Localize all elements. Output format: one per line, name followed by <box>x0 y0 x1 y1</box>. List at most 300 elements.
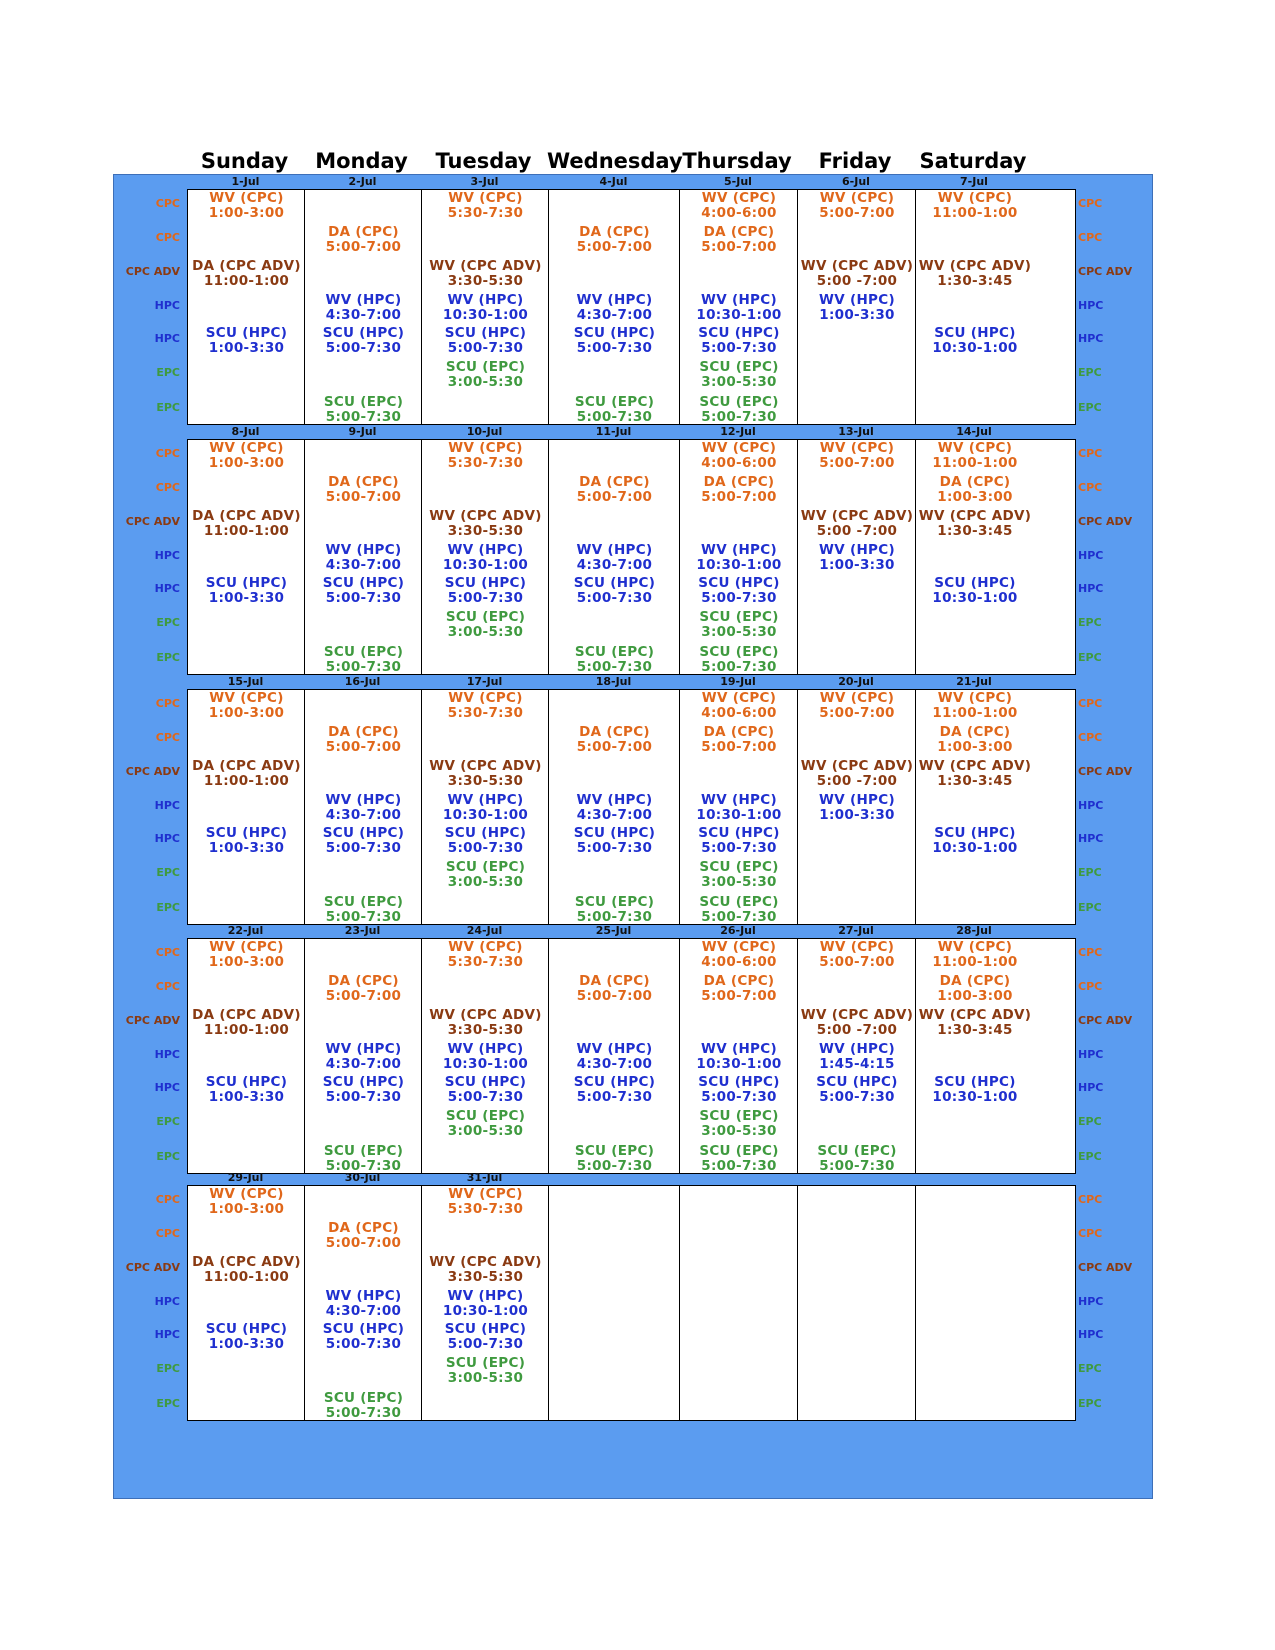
class-entry <box>305 576 422 606</box>
week-grid <box>187 1185 1076 1421</box>
class-entry <box>305 974 422 1004</box>
class-entry <box>680 1042 798 1072</box>
class-entry <box>916 509 1034 539</box>
slot-label-hpc: HPC <box>1078 1328 1104 1341</box>
class-label: WV (HPC) <box>325 1288 402 1304</box>
class-label: WV (CPC) <box>209 1186 284 1202</box>
class-label: SCU (HPC) <box>816 1074 898 1090</box>
class-entry <box>188 1187 305 1217</box>
class-label: WV (CPC) <box>937 440 1013 456</box>
class-entry <box>188 940 305 970</box>
date-label: 1-Jul <box>231 175 260 188</box>
class-label: WV (HPC) <box>576 792 653 808</box>
class-label: WV (CPC ADV) <box>918 758 1032 774</box>
day-name-wednesday: Wednesday <box>547 149 683 173</box>
slot-label-cpc: CPC <box>1078 197 1103 210</box>
slot-label-epc: EPC <box>156 651 180 664</box>
class-time: 5:00-7:30 <box>325 1405 402 1421</box>
class-time: 5:00-7:00 <box>701 239 777 255</box>
class-entry <box>680 543 798 573</box>
class-label: DA (CPC) <box>328 224 399 240</box>
slot-label-hpc: HPC <box>154 1328 180 1341</box>
class-time: 5:30-7:30 <box>447 954 524 970</box>
class-entry <box>549 1042 680 1072</box>
class-time: 11:00-1:00 <box>203 523 290 539</box>
slot-label-hpc: HPC <box>154 799 180 812</box>
class-time: 4:00-6:00 <box>701 954 777 970</box>
class-entry <box>422 1042 549 1072</box>
class-time: 5:00-7:00 <box>325 1235 402 1251</box>
class-entry <box>916 1075 1034 1105</box>
class-label: SCU (HPC) <box>934 325 1016 341</box>
class-time: 5:00-7:00 <box>325 988 402 1004</box>
class-entry <box>305 793 422 823</box>
class-time: 5:00-7:00 <box>819 705 895 721</box>
slot-label-cpc: CPC <box>1078 1193 1103 1206</box>
class-time: 4:30-7:00 <box>576 307 653 323</box>
slot-label-epc: EPC <box>156 401 180 414</box>
class-time: 5:00-7:30 <box>325 590 402 606</box>
class-time: 10:30-1:00 <box>442 1056 529 1072</box>
class-time: 5:00-7:30 <box>325 1158 402 1174</box>
date-label: 21-Jul <box>956 675 992 688</box>
class-time: 3:30-5:30 <box>447 773 524 789</box>
class-label: WV (CPC ADV) <box>918 1007 1032 1023</box>
class-label: DA (CPC) <box>703 474 775 490</box>
slot-label-hpc: HPC <box>154 1048 180 1061</box>
class-entry <box>305 1144 422 1174</box>
class-entry <box>798 543 916 573</box>
class-time: 5:00-7:30 <box>701 840 777 856</box>
class-time: 4:30-7:00 <box>325 807 402 823</box>
class-time: 3:00-5:30 <box>701 624 777 640</box>
class-time: 5:30-7:30 <box>447 705 524 721</box>
class-label: WV (CPC ADV) <box>800 508 914 524</box>
class-entry <box>549 725 680 755</box>
class-time: 5:00-7:30 <box>325 1089 402 1105</box>
class-label: SCU (HPC) <box>205 1074 288 1090</box>
class-entry <box>549 826 680 856</box>
class-entry <box>798 441 916 471</box>
class-label: WV (HPC) <box>701 1041 777 1057</box>
class-entry <box>680 576 798 606</box>
class-time: 5:00-7:00 <box>701 988 777 1004</box>
slot-label-epc: EPC <box>156 866 180 879</box>
class-time: 3:30-5:30 <box>447 523 524 539</box>
day-header-row <box>186 150 1072 172</box>
class-time: 4:30-7:00 <box>576 557 653 573</box>
slot-label-hpc: HPC <box>1078 332 1104 345</box>
class-time: 1:00-3:30 <box>208 340 285 356</box>
date-label: 2-Jul <box>348 175 377 188</box>
class-entry <box>798 191 916 221</box>
class-time: 5:00-7:30 <box>701 340 777 356</box>
date-label: 25-Jul <box>595 924 632 937</box>
class-time: 3:00-5:30 <box>447 624 524 640</box>
class-label: SCU (HPC) <box>205 1321 288 1337</box>
class-label: SCU (HPC) <box>934 575 1016 591</box>
slot-label-hpc: HPC <box>1078 299 1104 312</box>
class-entry <box>798 1008 916 1038</box>
class-entry <box>188 691 305 721</box>
week-row <box>114 924 1152 1174</box>
class-label: WV (CPC) <box>701 690 777 706</box>
class-time: 5:00-7:30 <box>576 1158 653 1174</box>
class-label: WV (CPC) <box>819 440 895 456</box>
week-grid <box>187 938 1076 1174</box>
class-label: SCU (HPC) <box>322 325 405 341</box>
class-time: 3:30-5:30 <box>447 1022 524 1038</box>
date-label: 9-Jul <box>348 425 377 438</box>
day-column-divider <box>797 1186 798 1420</box>
class-entry <box>549 576 680 606</box>
class-label: SCU (EPC) <box>445 609 526 625</box>
class-time: 5:00 -7:00 <box>816 523 898 539</box>
class-entry <box>422 326 549 356</box>
class-label: SCU (EPC) <box>699 609 779 625</box>
slot-label-cpc: CPC <box>155 481 180 494</box>
class-time: 1:00-3:30 <box>208 840 285 856</box>
slot-label-cpc-adv: CPC ADV <box>125 765 180 778</box>
class-entry <box>680 691 798 721</box>
class-time: 5:00-7:00 <box>576 239 653 255</box>
class-time: 5:00-7:00 <box>701 739 777 755</box>
week-grid <box>187 689 1076 925</box>
class-label: SCU (EPC) <box>699 1143 779 1159</box>
class-label: DA (CPC) <box>703 224 775 240</box>
class-label: DA (CPC) <box>703 973 775 989</box>
class-time: 5:00-7:00 <box>576 739 653 755</box>
class-entry <box>188 1075 305 1105</box>
class-entry <box>422 860 549 890</box>
class-entry <box>422 1322 549 1352</box>
class-entry <box>916 191 1034 221</box>
class-time: 5:00-7:30 <box>447 1336 524 1352</box>
class-entry <box>680 860 798 890</box>
slot-label-hpc: HPC <box>154 299 180 312</box>
class-entry <box>188 326 305 356</box>
class-time: 1:00-3:30 <box>819 807 895 823</box>
class-label: SCU (HPC) <box>444 825 527 841</box>
class-label: WV (HPC) <box>447 292 524 308</box>
class-time: 1:00-3:30 <box>819 307 895 323</box>
slot-label-hpc: HPC <box>154 1295 180 1308</box>
class-label: DA (CPC) <box>579 474 650 490</box>
class-time: 5:00-7:30 <box>325 840 402 856</box>
slot-label-epc: EPC <box>1078 1150 1102 1163</box>
class-entry <box>916 725 1034 755</box>
class-entry <box>305 1042 422 1072</box>
class-label: WV (HPC) <box>447 1288 524 1304</box>
class-label: SCU (EPC) <box>445 359 526 375</box>
class-label: SCU (EPC) <box>699 859 779 875</box>
slot-label-cpc-adv: CPC ADV <box>1078 1261 1133 1274</box>
day-name-monday: Monday <box>315 149 408 173</box>
slot-label-cpc-adv: CPC ADV <box>1078 765 1133 778</box>
class-time: 5:30-7:30 <box>447 1201 524 1217</box>
slot-label-cpc: CPC <box>1078 980 1103 993</box>
class-time: 4:30-7:00 <box>325 1303 402 1319</box>
class-label: WV (CPC ADV) <box>800 1007 914 1023</box>
class-label: WV (CPC) <box>209 690 284 706</box>
class-label: DA (CPC ADV) <box>192 508 301 524</box>
date-label: 30-Jul <box>344 1171 381 1184</box>
class-label: DA (CPC) <box>579 724 650 740</box>
class-entry <box>305 1075 422 1105</box>
class-entry <box>549 326 680 356</box>
class-entry <box>680 645 798 675</box>
class-label: SCU (HPC) <box>573 825 656 841</box>
date-label: 10-Jul <box>466 425 503 438</box>
class-entry <box>422 441 549 471</box>
class-time: 5:00-7:00 <box>325 239 402 255</box>
class-label: SCU (EPC) <box>574 644 655 660</box>
class-entry <box>680 826 798 856</box>
class-time: 10:30-1:00 <box>932 840 1018 856</box>
class-label: SCU (HPC) <box>934 1074 1016 1090</box>
class-time: 10:30-1:00 <box>932 340 1018 356</box>
class-time: 1:00-3:30 <box>819 557 895 573</box>
class-label: SCU (EPC) <box>323 394 404 410</box>
class-time: 5:00-7:00 <box>576 988 653 1004</box>
calendar-frame <box>113 174 1153 1499</box>
class-time: 1:00-3:00 <box>208 705 285 721</box>
class-entry <box>916 576 1034 606</box>
class-label: SCU (HPC) <box>322 575 405 591</box>
slot-label-hpc: HPC <box>1078 799 1104 812</box>
class-entry <box>422 293 549 323</box>
class-entry <box>422 1187 549 1217</box>
class-entry <box>305 725 422 755</box>
class-entry <box>188 576 305 606</box>
class-label: WV (HPC) <box>701 542 777 558</box>
class-entry <box>916 759 1034 789</box>
class-entry <box>549 793 680 823</box>
date-label: 23-Jul <box>344 924 381 937</box>
class-label: WV (CPC) <box>701 440 777 456</box>
class-label: DA (CPC ADV) <box>192 258 301 274</box>
class-label: WV (HPC) <box>576 1041 653 1057</box>
class-time: 5:00-7:30 <box>701 659 777 675</box>
class-time: 10:30-1:00 <box>442 557 529 573</box>
class-entry <box>305 826 422 856</box>
class-time: 11:00-1:00 <box>932 954 1018 970</box>
date-label: 8-Jul <box>231 425 260 438</box>
class-label: SCU (EPC) <box>445 1108 526 1124</box>
slot-label-cpc: CPC <box>155 197 180 210</box>
week-grid <box>187 439 1076 675</box>
class-entry <box>188 826 305 856</box>
class-label: WV (HPC) <box>819 542 895 558</box>
class-time: 4:30-7:00 <box>325 1056 402 1072</box>
class-label: WV (CPC) <box>937 939 1013 955</box>
class-entry <box>305 1391 422 1421</box>
class-time: 10:30-1:00 <box>442 307 529 323</box>
class-label: SCU (EPC) <box>323 1143 404 1159</box>
date-label: 22-Jul <box>227 924 264 937</box>
class-entry <box>680 793 798 823</box>
week-grid <box>187 189 1076 425</box>
class-label: DA (CPC) <box>328 973 399 989</box>
class-time: 4:30-7:00 <box>325 307 402 323</box>
class-entry <box>422 691 549 721</box>
class-label: SCU (HPC) <box>698 575 780 591</box>
class-time: 1:00-3:00 <box>208 455 285 471</box>
class-time: 5:00-7:30 <box>576 840 653 856</box>
class-entry <box>680 610 798 640</box>
date-label: 17-Jul <box>466 675 503 688</box>
class-entry <box>188 1322 305 1352</box>
class-time: 10:30-1:00 <box>696 1056 782 1072</box>
week-row <box>114 425 1152 675</box>
date-label: 20-Jul <box>838 675 874 688</box>
date-label: 15-Jul <box>227 675 264 688</box>
slot-label-epc: EPC <box>1078 1397 1102 1410</box>
class-entry <box>422 826 549 856</box>
class-label: WV (CPC ADV) <box>429 1254 542 1270</box>
class-time: 1:00-3:00 <box>208 954 285 970</box>
class-label: WV (CPC ADV) <box>918 258 1032 274</box>
class-time: 5:00-7:30 <box>701 409 777 425</box>
class-label: SCU (EPC) <box>323 894 404 910</box>
class-label: SCU (HPC) <box>444 575 527 591</box>
class-label: WV (CPC) <box>448 690 523 706</box>
class-entry <box>680 725 798 755</box>
class-time: 10:30-1:00 <box>932 590 1018 606</box>
slot-label-cpc-adv: CPC ADV <box>1078 1014 1133 1027</box>
slot-label-epc: EPC <box>1078 651 1102 664</box>
day-column-divider <box>679 1186 680 1420</box>
class-label: SCU (HPC) <box>205 575 288 591</box>
class-label: SCU (HPC) <box>322 1321 405 1337</box>
class-time: 3:30-5:30 <box>447 273 524 289</box>
class-entry <box>916 691 1034 721</box>
class-time: 1:30-3:45 <box>937 1022 1013 1038</box>
date-label: 19-Jul <box>720 675 756 688</box>
class-label: SCU (EPC) <box>574 394 655 410</box>
class-label: DA (CPC) <box>939 724 1011 740</box>
class-entry <box>798 1042 916 1072</box>
class-label: SCU (HPC) <box>444 1074 527 1090</box>
class-label: DA (CPC) <box>703 724 775 740</box>
class-entry <box>798 509 916 539</box>
class-label: SCU (EPC) <box>574 894 655 910</box>
class-time: 11:00-1:00 <box>203 1022 290 1038</box>
class-time: 3:00-5:30 <box>447 1123 524 1139</box>
slot-label-hpc: HPC <box>1078 582 1104 595</box>
class-label: WV (CPC) <box>448 440 523 456</box>
slot-label-cpc: CPC <box>155 946 180 959</box>
date-label: 18-Jul <box>595 675 632 688</box>
slot-label-cpc: CPC <box>155 731 180 744</box>
class-label: WV (HPC) <box>819 292 895 308</box>
class-entry <box>549 895 680 925</box>
class-time: 5:00-7:00 <box>325 739 402 755</box>
class-time: 10:30-1:00 <box>442 807 529 823</box>
class-label: WV (CPC ADV) <box>429 1007 542 1023</box>
class-label: SCU (HPC) <box>698 325 780 341</box>
day-column-divider <box>915 1186 916 1420</box>
class-entry <box>305 1221 422 1251</box>
slot-label-cpc-adv: CPC ADV <box>125 1261 180 1274</box>
class-entry <box>798 1144 916 1174</box>
class-time: 5:00-7:30 <box>325 659 402 675</box>
class-label: SCU (EPC) <box>574 1143 655 1159</box>
class-time: 5:00-7:30 <box>701 590 777 606</box>
day-name-sunday: Sunday <box>200 149 289 173</box>
slot-label-hpc: HPC <box>154 332 180 345</box>
class-label: WV (CPC) <box>701 190 777 206</box>
class-label: WV (CPC ADV) <box>800 258 914 274</box>
class-entry <box>680 1075 798 1105</box>
class-entry <box>422 576 549 606</box>
class-entry <box>680 1144 798 1174</box>
class-time: 1:00-3:00 <box>937 739 1013 755</box>
class-label: SCU (EPC) <box>699 894 779 910</box>
date-label: 3-Jul <box>470 175 499 188</box>
class-time: 4:00-6:00 <box>701 455 777 471</box>
slot-label-hpc: HPC <box>1078 832 1104 845</box>
class-entry <box>305 225 422 255</box>
class-label: WV (HPC) <box>576 542 653 558</box>
class-label: WV (CPC ADV) <box>429 258 542 274</box>
date-label: 27-Jul <box>838 924 874 937</box>
week-row <box>114 1171 1152 1421</box>
class-entry <box>422 259 549 289</box>
class-time: 3:00-5:30 <box>701 1123 777 1139</box>
class-entry <box>188 509 305 539</box>
class-time: 11:00-1:00 <box>203 1269 290 1285</box>
day-name-tuesday: Tuesday <box>435 149 532 173</box>
class-label: WV (HPC) <box>447 1041 524 1057</box>
class-label: WV (CPC) <box>448 190 523 206</box>
date-label: 11-Jul <box>595 425 632 438</box>
day-name-saturday: Saturday <box>919 149 1027 173</box>
class-label: SCU (EPC) <box>323 1390 404 1406</box>
class-time: 5:00-7:00 <box>701 489 777 505</box>
class-entry <box>680 360 798 390</box>
class-entry <box>680 395 798 425</box>
class-label: SCU (EPC) <box>445 1355 526 1371</box>
class-entry <box>680 326 798 356</box>
class-entry <box>680 441 798 471</box>
class-label: SCU (EPC) <box>699 1108 779 1124</box>
class-label: WV (CPC ADV) <box>429 758 542 774</box>
class-entry <box>916 940 1034 970</box>
slot-label-cpc: CPC <box>1078 481 1103 494</box>
class-time: 1:00-3:30 <box>208 1089 285 1105</box>
class-time: 5:00-7:30 <box>576 659 653 675</box>
class-label: SCU (HPC) <box>934 825 1016 841</box>
class-entry <box>188 759 305 789</box>
class-time: 1:00-3:00 <box>937 988 1013 1004</box>
class-time: 1:00-3:00 <box>208 205 285 221</box>
class-time: 10:30-1:00 <box>932 1089 1018 1105</box>
slot-label-cpc: CPC <box>1078 946 1103 959</box>
class-entry <box>549 1075 680 1105</box>
class-label: WV (HPC) <box>819 792 895 808</box>
class-time: 5:00 -7:00 <box>816 273 898 289</box>
class-label: DA (CPC ADV) <box>192 1254 301 1270</box>
class-label: WV (CPC ADV) <box>800 758 914 774</box>
date-label: 16-Jul <box>344 675 381 688</box>
class-time: 5:00-7:30 <box>576 340 653 356</box>
class-label: SCU (EPC) <box>445 859 526 875</box>
class-entry <box>549 974 680 1004</box>
class-entry <box>305 895 422 925</box>
class-time: 1:00-3:30 <box>208 1336 285 1352</box>
slot-label-cpc: CPC <box>1078 731 1103 744</box>
